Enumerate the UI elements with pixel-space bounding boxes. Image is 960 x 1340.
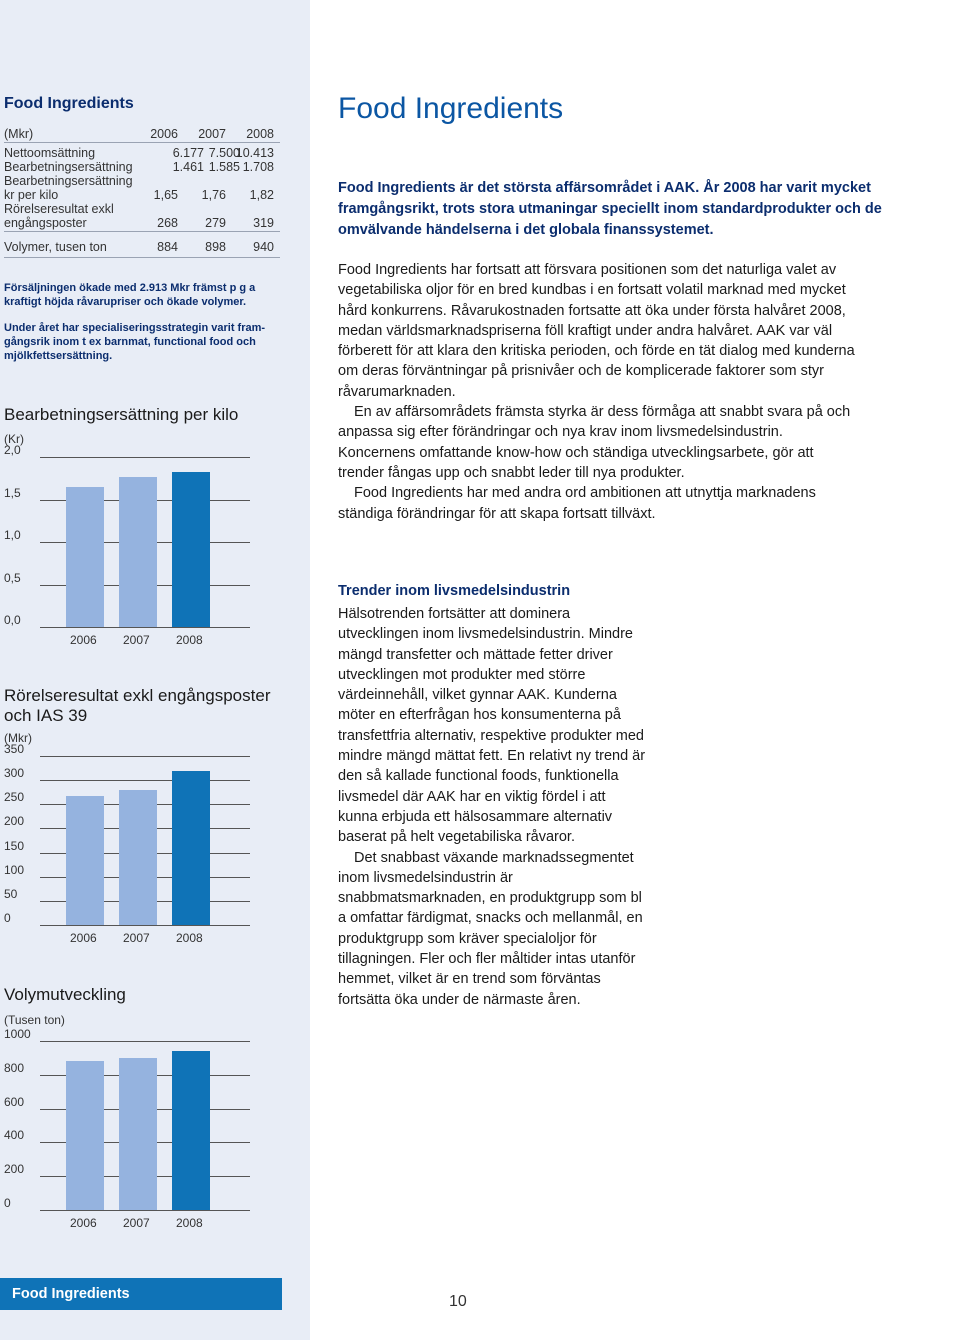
cell: 268 [157,216,178,230]
sidebar-title: Food Ingredients [4,95,134,112]
row-label: Volymer, tusen ton [4,240,107,254]
note-line: kraftigt höjda råvarupriser och ökade volymer. [4,296,247,308]
chart-bar-2007 [119,477,157,627]
chart-x-label: 2008 [176,931,203,945]
table-row [4,160,274,174]
note-line: Under året har specialiseringsstrategin varit fram- [4,322,266,334]
note-line: mjölkfettsersättning. [4,350,113,362]
chart3-unit: (Tusen ton) [4,1013,65,1027]
row-label: kr per kilo [4,188,59,202]
chart-bar-2007 [119,1058,157,1210]
cell: 1,65 [153,188,178,202]
chart-gridline [40,627,250,628]
chart-tick-label: 100 [4,862,25,877]
table-divider [4,257,280,258]
row-label: Rörelseresultat exkl [4,202,114,216]
cell: 940 [253,240,274,254]
cell: 319 [253,216,274,230]
table-row [4,240,274,254]
cell: 7.500 [208,146,240,160]
cell: 279 [205,216,226,230]
chart-tick-label: 400 [4,1128,25,1143]
paragraph: Food Ingredients har fortsatt att försvara positionen som det naturliga valet av vegetabiliska oljor för en bred kundbas i en fortsatt volatil marknad med mycket hård konkurrens. Råvarukostnaden fortsatte att öka under första halvåret 2008, medan världsmarknadspriserna föll kraftigt under andra halvåret. AAK var väl förberett för att klara den kritiska perioden, och förde en tät dialog med kunderna om deras förväntningar på prisnivåer och de komplicerade faktorer som styr råvarumarknaden. [338,262,855,400]
paragraph: Hälsotrenden fortsätter att dominera utvecklingen inom livsmedelsindustrin. Mindre mängd transfetter och mättade fetter driver utvecklingen mot produkter med större värdeinnehåll, vilket gynnar AAK. Kunderna möter en efterfrågan hos konsumenterna på transfettfria alternativ, respektive produkter med mindre mängd mättat fett. En relativt ny trend är den så kallade functional foods, funktionella livsmedel där AAK har en viktig fördel i att kunna erbjuda ett hälsosammare alternativ baserat på helt vegetabiliska råvaror. [338,606,646,846]
table-header [4,127,274,141]
table-row [4,202,274,216]
chart-bar-2008 [172,1051,210,1210]
chart-tick-label: 600 [4,1094,25,1109]
chart-tick-label: 150 [4,838,25,853]
chart-tick-label: 250 [4,790,25,805]
chart-x-label: 2008 [176,1216,203,1230]
cell: 1.461 [172,160,204,174]
key-figures-volume [4,240,274,254]
chart-tick-label: 300 [4,766,25,781]
paragraph: Det snabbast växande marknadssegmentet inom livsmedelsindustrin är snabbmatsmarknaden, en produktgrupp som bl a omfattar färdigmat, snacks och mellanmål, en produktgrupp som kräver specialoljor för tillagningen. Fler och fler måltider intas utanför hemmet, vilket är en trend som förväntas fortsätta öka under de närmaste åren. [338,849,643,1008]
cell: 1.708 [242,160,274,174]
chart2-unit: (Mkr) [4,731,32,745]
chart-bar-2008 [172,472,210,627]
chart-bar-2006 [66,1061,104,1210]
cell: 1.585 [208,160,240,174]
chart-bar-2007 [119,790,157,925]
note-line: Försäljningen ökade med 2.913 Mkr främst p g a [4,282,256,294]
footer-label: Food Ingredients [12,1286,130,1302]
chart2-title [4,686,270,726]
table-divider [4,231,280,232]
chart1-unit: (Kr) [4,432,24,446]
subheading: Trender inom livsmedelsindustrin [338,583,571,599]
chart-x-label: 2006 [70,633,97,647]
chart-gridline [40,1210,250,1211]
chart-tick-label: 200 [4,814,25,829]
paragraph: Food Ingredients har med andra ord ambitionen att utnyttja marknadens ständiga förändringar för att skapa fortsatt tillväxt. [338,485,816,522]
chart-gridline [40,780,250,781]
chart-tick-label: 0,0 [4,613,21,627]
chart-tick-label: 1,5 [4,485,21,500]
row-label: engångsposter [4,216,87,230]
table-year: 2006 [150,127,178,141]
chart2-title-line: och IAS 39 [4,706,88,725]
cell: 898 [205,240,226,254]
chart-x-label: 2007 [123,633,150,647]
paragraph: En av affärsområdets främsta styrka är dess förmåga att snabbt svara på och anpassa sig efter förändringar och nya krav inom livsmedelsindustrin. Koncernens omfattande know-how och ständiga utvecklingsarbete, gör att trender fångas upp och snabbt leder till nya produkter. [338,404,851,481]
chart-x-label: 2007 [123,1216,150,1230]
table-row [4,216,274,230]
cell: 884 [157,240,178,254]
chart-x-label: 2007 [123,931,150,945]
table-year: 2007 [198,127,226,141]
chart-bar-2008 [172,771,210,925]
trends-body [338,604,648,1010]
chart-tick-label: 50 [4,886,18,901]
main-body [338,260,858,524]
chart-gridline [40,756,250,757]
chart-bar-2006 [66,796,104,925]
page-title: Food Ingredients [338,92,564,125]
chart-x-label: 2006 [70,931,97,945]
chart-gridline [40,457,250,458]
chart3-title: Volymutveckling [4,985,126,1004]
table-divider [4,142,280,143]
key-figures-rows [4,146,274,230]
chart-x-label: 2006 [70,1216,97,1230]
chart-tick-label: 1000 [4,1027,31,1041]
chart2-title-line: Rörelseresultat exkl engångsposter [4,686,271,705]
chart-tick-label: 800 [4,1060,25,1075]
chart-gridline [40,1041,250,1042]
table-row [4,174,274,188]
table-year: 2008 [246,127,274,141]
row-label: Nettoomsättning [4,146,96,160]
cell: 1,76 [201,188,226,202]
page-number: 10 [449,1293,467,1310]
chart-tick-label: 200 [4,1162,25,1177]
lead-paragraph: Food Ingredients är det största affärsområdet i AAK. År 2008 har varit mycket framgångsrikt, trots stora utmaningar speciellt inom standardprodukter och de omvälvande händelserna i det globala finanssystemet. [338,180,882,238]
cell: 1,82 [249,188,274,202]
sidebar-note-strategy [4,321,294,363]
sidebar-note-sales [4,281,294,309]
table-unit: (Mkr) [4,127,34,141]
cell: 10.413 [235,146,274,160]
chart-gridline [40,925,250,926]
key-figures-table [4,127,274,141]
table-row [4,188,274,202]
row-label: Bearbetningsersättning [4,174,133,188]
chart-tick-label: 1,0 [4,528,21,542]
chart-tick-label: 350 [4,742,25,756]
chart-tick-label: 0 [4,911,11,925]
table-row [4,146,274,160]
chart-x-label: 2008 [176,633,203,647]
row-label: Bearbetningsersättning [4,160,133,174]
chart1-title: Bearbetningsersättning per kilo [4,405,239,424]
chart-tick-label: 2,0 [4,443,21,457]
chart-bar-2006 [66,487,104,627]
chart-tick-label: 0 [4,1196,11,1210]
note-line: gångsrik inom t ex barnmat, functional food och [4,336,256,348]
chart-tick-label: 0,5 [4,570,21,585]
cell: 6.177 [172,146,204,160]
